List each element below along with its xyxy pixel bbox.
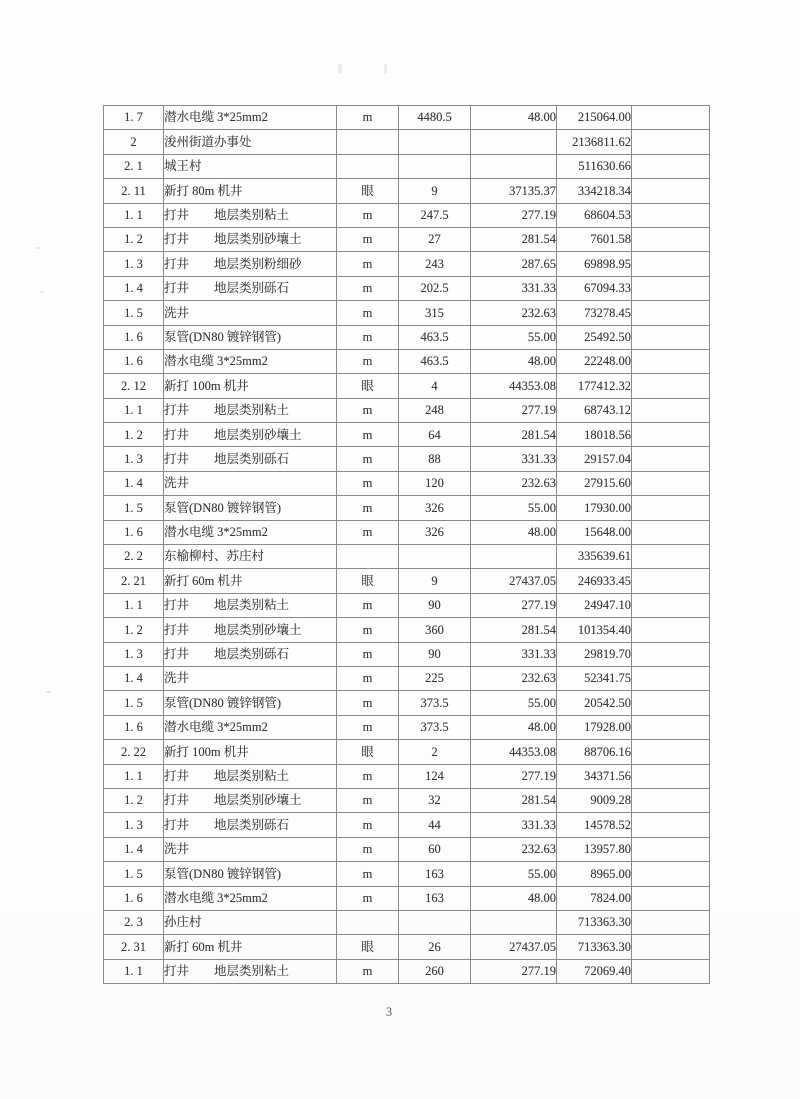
blank-cell (632, 179, 710, 203)
item-unit-price: 55.00 (471, 496, 557, 520)
item-unit: 眼 (337, 935, 399, 959)
item-name: 打井 地层类别砂壤土 (164, 423, 337, 447)
row-serial-number: 2. 22 (104, 740, 164, 764)
item-amount: 2136811.62 (557, 130, 632, 154)
blank-cell (632, 935, 710, 959)
item-quantity: 373.5 (399, 715, 471, 739)
item-quantity: 248 (399, 398, 471, 422)
blank-cell (632, 691, 710, 715)
blank-cell (632, 203, 710, 227)
item-quantity: 2 (399, 740, 471, 764)
blank-cell (632, 666, 710, 690)
item-unit: m (337, 496, 399, 520)
item-quantity: 9 (399, 569, 471, 593)
table-row (104, 837, 710, 861)
table-row (104, 545, 710, 569)
item-quantity (399, 130, 471, 154)
item-unit: 眼 (337, 374, 399, 398)
item-unit-price: 277.19 (471, 593, 557, 617)
item-unit-price: 331.33 (471, 276, 557, 300)
item-quantity: 120 (399, 471, 471, 495)
item-unit: m (337, 593, 399, 617)
item-unit: m (337, 691, 399, 715)
item-name: 孙庄村 (164, 910, 337, 934)
item-amount: 13957.80 (557, 837, 632, 861)
item-amount: 34371.56 (557, 764, 632, 788)
item-unit-price: 281.54 (471, 788, 557, 812)
item-amount: 72069.40 (557, 959, 632, 983)
item-quantity (399, 910, 471, 934)
blank-cell (632, 642, 710, 666)
item-amount: 18018.56 (557, 423, 632, 447)
row-serial-number: 1. 5 (104, 496, 164, 520)
item-unit (337, 910, 399, 934)
table-row (104, 935, 710, 959)
row-serial-number: 1. 3 (104, 447, 164, 471)
item-amount: 246933.45 (557, 569, 632, 593)
row-serial-number: 1. 6 (104, 715, 164, 739)
table-row (104, 374, 710, 398)
row-serial-number: 1. 5 (104, 691, 164, 715)
cost-breakdown-table (103, 105, 710, 984)
item-unit: m (337, 447, 399, 471)
item-amount: 713363.30 (557, 935, 632, 959)
item-unit: m (337, 764, 399, 788)
item-unit: m (337, 618, 399, 642)
item-amount: 713363.30 (557, 910, 632, 934)
scan-speck (40, 291, 44, 293)
blank-cell (632, 471, 710, 495)
item-name: 新打 80m 机井 (164, 179, 337, 203)
row-serial-number: 1. 2 (104, 227, 164, 251)
blank-cell (632, 862, 710, 886)
item-name: 潜水电缆 3*25mm2 (164, 520, 337, 544)
item-unit-price: 55.00 (471, 691, 557, 715)
item-name: 新打 100m 机井 (164, 374, 337, 398)
item-unit-price: 232.63 (471, 301, 557, 325)
row-serial-number: 1. 1 (104, 959, 164, 983)
blank-cell (632, 837, 710, 861)
item-unit: m (337, 666, 399, 690)
table-row (104, 813, 710, 837)
item-amount: 73278.45 (557, 301, 632, 325)
item-name: 打井 地层类别粉细砂 (164, 252, 337, 276)
item-quantity: 88 (399, 447, 471, 471)
item-name: 打井 地层类别粘土 (164, 398, 337, 422)
item-quantity: 9 (399, 179, 471, 203)
blank-cell (632, 740, 710, 764)
row-serial-number: 1. 3 (104, 252, 164, 276)
item-quantity: 90 (399, 642, 471, 666)
item-amount: 14578.52 (557, 813, 632, 837)
table-row (104, 179, 710, 203)
item-name: 洗井 (164, 301, 337, 325)
row-serial-number: 1. 2 (104, 788, 164, 812)
row-serial-number: 1. 5 (104, 301, 164, 325)
table-row (104, 715, 710, 739)
item-name: 打井 地层类别粘土 (164, 593, 337, 617)
row-serial-number: 1. 2 (104, 618, 164, 642)
item-quantity: 60 (399, 837, 471, 861)
table-row (104, 130, 710, 154)
item-unit (337, 545, 399, 569)
item-unit-price: 331.33 (471, 447, 557, 471)
item-amount: 334218.34 (557, 179, 632, 203)
item-quantity: 163 (399, 886, 471, 910)
item-name: 城王村 (164, 154, 337, 178)
item-name: 洗井 (164, 471, 337, 495)
row-serial-number: 1. 3 (104, 813, 164, 837)
item-unit-price: 27437.05 (471, 935, 557, 959)
row-serial-number: 1. 2 (104, 423, 164, 447)
item-name: 打井 地层类别砂壤土 (164, 788, 337, 812)
row-serial-number: 1. 4 (104, 666, 164, 690)
blank-cell (632, 788, 710, 812)
item-amount: 27915.60 (557, 471, 632, 495)
table-row (104, 203, 710, 227)
item-quantity: 26 (399, 935, 471, 959)
item-unit-price: 48.00 (471, 520, 557, 544)
table-row (104, 447, 710, 471)
item-name: 打井 地层类别砾石 (164, 447, 337, 471)
item-unit: m (337, 301, 399, 325)
table-row (104, 764, 710, 788)
item-name: 洗井 (164, 837, 337, 861)
blank-cell (632, 227, 710, 251)
blank-cell (632, 813, 710, 837)
item-unit-price: 331.33 (471, 642, 557, 666)
blank-cell (632, 130, 710, 154)
item-quantity: 202.5 (399, 276, 471, 300)
row-serial-number: 1. 6 (104, 520, 164, 544)
item-name: 打井 地层类别砂壤土 (164, 227, 337, 251)
item-unit: m (337, 398, 399, 422)
blank-cell (632, 520, 710, 544)
row-serial-number: 1. 4 (104, 837, 164, 861)
item-name: 打井 地层类别砾石 (164, 276, 337, 300)
item-amount: 215064.00 (557, 106, 632, 130)
row-serial-number: 2. 1 (104, 154, 164, 178)
item-quantity: 27 (399, 227, 471, 251)
table-row (104, 276, 710, 300)
item-unit: m (337, 520, 399, 544)
table-row (104, 301, 710, 325)
item-unit: m (337, 715, 399, 739)
blank-cell (632, 715, 710, 739)
item-unit-price (471, 130, 557, 154)
item-unit: m (337, 227, 399, 251)
item-unit-price: 277.19 (471, 959, 557, 983)
item-name: 潜水电缆 3*25mm2 (164, 106, 337, 130)
item-amount: 52341.75 (557, 666, 632, 690)
scan-artifact (338, 64, 342, 73)
item-unit-price: 48.00 (471, 715, 557, 739)
row-serial-number: 2 (104, 130, 164, 154)
row-serial-number: 1. 1 (104, 593, 164, 617)
item-unit-price: 55.00 (471, 325, 557, 349)
item-amount: 15648.00 (557, 520, 632, 544)
item-name: 打井 地层类别粘土 (164, 959, 337, 983)
item-unit: 眼 (337, 569, 399, 593)
table-row (104, 325, 710, 349)
item-unit-price: 37135.37 (471, 179, 557, 203)
blank-cell (632, 764, 710, 788)
blank-cell (632, 349, 710, 373)
table-row (104, 740, 710, 764)
blank-cell (632, 423, 710, 447)
item-unit: m (337, 276, 399, 300)
item-unit: m (337, 325, 399, 349)
item-quantity: 326 (399, 520, 471, 544)
blank-cell (632, 276, 710, 300)
blank-cell (632, 910, 710, 934)
item-unit-price: 27437.05 (471, 569, 557, 593)
item-name: 洗井 (164, 666, 337, 690)
table-row (104, 862, 710, 886)
table-row (104, 252, 710, 276)
item-amount: 29819.70 (557, 642, 632, 666)
blank-cell (632, 496, 710, 520)
blank-cell (632, 154, 710, 178)
item-amount: 7601.58 (557, 227, 632, 251)
item-quantity (399, 545, 471, 569)
item-unit-price: 277.19 (471, 398, 557, 422)
item-amount: 17930.00 (557, 496, 632, 520)
item-amount: 69898.95 (557, 252, 632, 276)
item-unit: 眼 (337, 179, 399, 203)
item-name: 新打 100m 机井 (164, 740, 337, 764)
row-serial-number: 1. 1 (104, 203, 164, 227)
item-amount: 511630.66 (557, 154, 632, 178)
table-row (104, 642, 710, 666)
blank-cell (632, 301, 710, 325)
table-row (104, 398, 710, 422)
item-amount: 29157.04 (557, 447, 632, 471)
item-quantity: 32 (399, 788, 471, 812)
table-row (104, 349, 710, 373)
blank-cell (632, 569, 710, 593)
blank-cell (632, 618, 710, 642)
table-row (104, 154, 710, 178)
item-quantity: 463.5 (399, 349, 471, 373)
item-unit-price (471, 910, 557, 934)
item-unit-price (471, 154, 557, 178)
item-unit-price: 281.54 (471, 423, 557, 447)
item-unit-price: 331.33 (471, 813, 557, 837)
row-serial-number: 2. 3 (104, 910, 164, 934)
table-row (104, 496, 710, 520)
item-unit-price: 48.00 (471, 349, 557, 373)
item-quantity (399, 154, 471, 178)
row-serial-number: 1. 6 (104, 349, 164, 373)
item-name: 泵管(DN80 镀锌钢管) (164, 496, 337, 520)
item-unit: m (337, 862, 399, 886)
item-unit-price: 232.63 (471, 471, 557, 495)
table-row (104, 471, 710, 495)
item-quantity: 315 (399, 301, 471, 325)
item-quantity: 4 (399, 374, 471, 398)
table-row (104, 788, 710, 812)
item-unit: m (337, 349, 399, 373)
item-amount: 101354.40 (557, 618, 632, 642)
item-unit-price: 281.54 (471, 618, 557, 642)
table-row (104, 886, 710, 910)
item-unit-price: 277.19 (471, 203, 557, 227)
item-amount: 67094.33 (557, 276, 632, 300)
table-row (104, 959, 710, 983)
item-quantity: 64 (399, 423, 471, 447)
row-serial-number: 1. 1 (104, 764, 164, 788)
item-quantity: 463.5 (399, 325, 471, 349)
item-amount: 68604.53 (557, 203, 632, 227)
item-name: 东榆柳村、苏庄村 (164, 545, 337, 569)
item-quantity: 4480.5 (399, 106, 471, 130)
item-name: 泵管(DN80 镀锌钢管) (164, 691, 337, 715)
row-serial-number: 2. 11 (104, 179, 164, 203)
item-unit-price: 55.00 (471, 862, 557, 886)
blank-cell (632, 447, 710, 471)
blank-cell (632, 886, 710, 910)
item-amount: 9009.28 (557, 788, 632, 812)
item-unit: m (337, 886, 399, 910)
item-unit: m (337, 959, 399, 983)
row-serial-number: 1. 4 (104, 471, 164, 495)
blank-cell (632, 374, 710, 398)
row-serial-number: 2. 21 (104, 569, 164, 593)
item-unit-price: 277.19 (471, 764, 557, 788)
item-name: 打井 地层类别粘土 (164, 203, 337, 227)
row-serial-number: 2. 12 (104, 374, 164, 398)
item-quantity: 373.5 (399, 691, 471, 715)
scan-speck (36, 247, 40, 249)
item-unit-price: 232.63 (471, 666, 557, 690)
item-amount: 22248.00 (557, 349, 632, 373)
item-amount: 17928.00 (557, 715, 632, 739)
item-quantity: 360 (399, 618, 471, 642)
item-unit-price: 48.00 (471, 886, 557, 910)
table-row (104, 691, 710, 715)
item-unit-price: 48.00 (471, 106, 557, 130)
item-name: 潜水电缆 3*25mm2 (164, 349, 337, 373)
item-unit-price (471, 545, 557, 569)
item-quantity: 260 (399, 959, 471, 983)
item-quantity: 243 (399, 252, 471, 276)
blank-cell (632, 959, 710, 983)
row-serial-number: 1. 1 (104, 398, 164, 422)
item-unit: m (337, 837, 399, 861)
item-name: 新打 60m 机井 (164, 569, 337, 593)
item-amount: 7824.00 (557, 886, 632, 910)
item-unit-price: 44353.08 (471, 374, 557, 398)
item-unit: 眼 (337, 740, 399, 764)
item-quantity: 163 (399, 862, 471, 886)
item-unit: m (337, 788, 399, 812)
item-quantity: 247.5 (399, 203, 471, 227)
item-name: 打井 地层类别粘土 (164, 764, 337, 788)
row-serial-number: 1. 7 (104, 106, 164, 130)
table-row (104, 593, 710, 617)
row-serial-number: 2. 2 (104, 545, 164, 569)
row-serial-number: 1. 5 (104, 862, 164, 886)
item-name: 潜水电缆 3*25mm2 (164, 715, 337, 739)
item-amount: 25492.50 (557, 325, 632, 349)
page-number: 3 (385, 1005, 393, 1019)
table-row (104, 227, 710, 251)
item-unit-price: 44353.08 (471, 740, 557, 764)
item-unit-price: 287.65 (471, 252, 557, 276)
table-row (104, 618, 710, 642)
row-serial-number: 2. 31 (104, 935, 164, 959)
item-quantity: 326 (399, 496, 471, 520)
scan-artifact (384, 64, 387, 74)
item-name: 泵管(DN80 镀锌钢管) (164, 325, 337, 349)
table-row (104, 520, 710, 544)
item-unit: m (337, 423, 399, 447)
item-name: 打井 地层类别砂壤土 (164, 618, 337, 642)
item-name: 泵管(DN80 镀锌钢管) (164, 862, 337, 886)
scan-speck (46, 691, 51, 693)
blank-cell (632, 398, 710, 422)
item-quantity: 225 (399, 666, 471, 690)
item-name: 新打 60m 机井 (164, 935, 337, 959)
item-quantity: 124 (399, 764, 471, 788)
item-amount: 88706.16 (557, 740, 632, 764)
blank-cell (632, 325, 710, 349)
item-amount: 68743.12 (557, 398, 632, 422)
item-amount: 24947.10 (557, 593, 632, 617)
blank-cell (632, 106, 710, 130)
item-unit: m (337, 106, 399, 130)
item-unit: m (337, 642, 399, 666)
item-unit: m (337, 813, 399, 837)
blank-cell (632, 593, 710, 617)
table-row (104, 423, 710, 447)
table-row (104, 910, 710, 934)
item-unit-price: 281.54 (471, 227, 557, 251)
item-unit (337, 154, 399, 178)
item-quantity: 90 (399, 593, 471, 617)
item-amount: 20542.50 (557, 691, 632, 715)
item-name: 浚州街道办事处 (164, 130, 337, 154)
blank-cell (632, 545, 710, 569)
item-unit (337, 130, 399, 154)
row-serial-number: 1. 6 (104, 325, 164, 349)
table-row (104, 106, 710, 130)
table-row (104, 666, 710, 690)
item-quantity: 44 (399, 813, 471, 837)
item-name: 打井 地层类别砾石 (164, 642, 337, 666)
row-serial-number: 1. 6 (104, 886, 164, 910)
item-amount: 177412.32 (557, 374, 632, 398)
row-serial-number: 1. 4 (104, 276, 164, 300)
row-serial-number: 1. 3 (104, 642, 164, 666)
item-unit-price: 232.63 (471, 837, 557, 861)
item-unit: m (337, 252, 399, 276)
item-name: 打井 地层类别砾石 (164, 813, 337, 837)
item-unit: m (337, 203, 399, 227)
item-unit: m (337, 471, 399, 495)
item-amount: 8965.00 (557, 862, 632, 886)
item-amount: 335639.61 (557, 545, 632, 569)
item-name: 潜水电缆 3*25mm2 (164, 886, 337, 910)
blank-cell (632, 252, 710, 276)
table-row (104, 569, 710, 593)
